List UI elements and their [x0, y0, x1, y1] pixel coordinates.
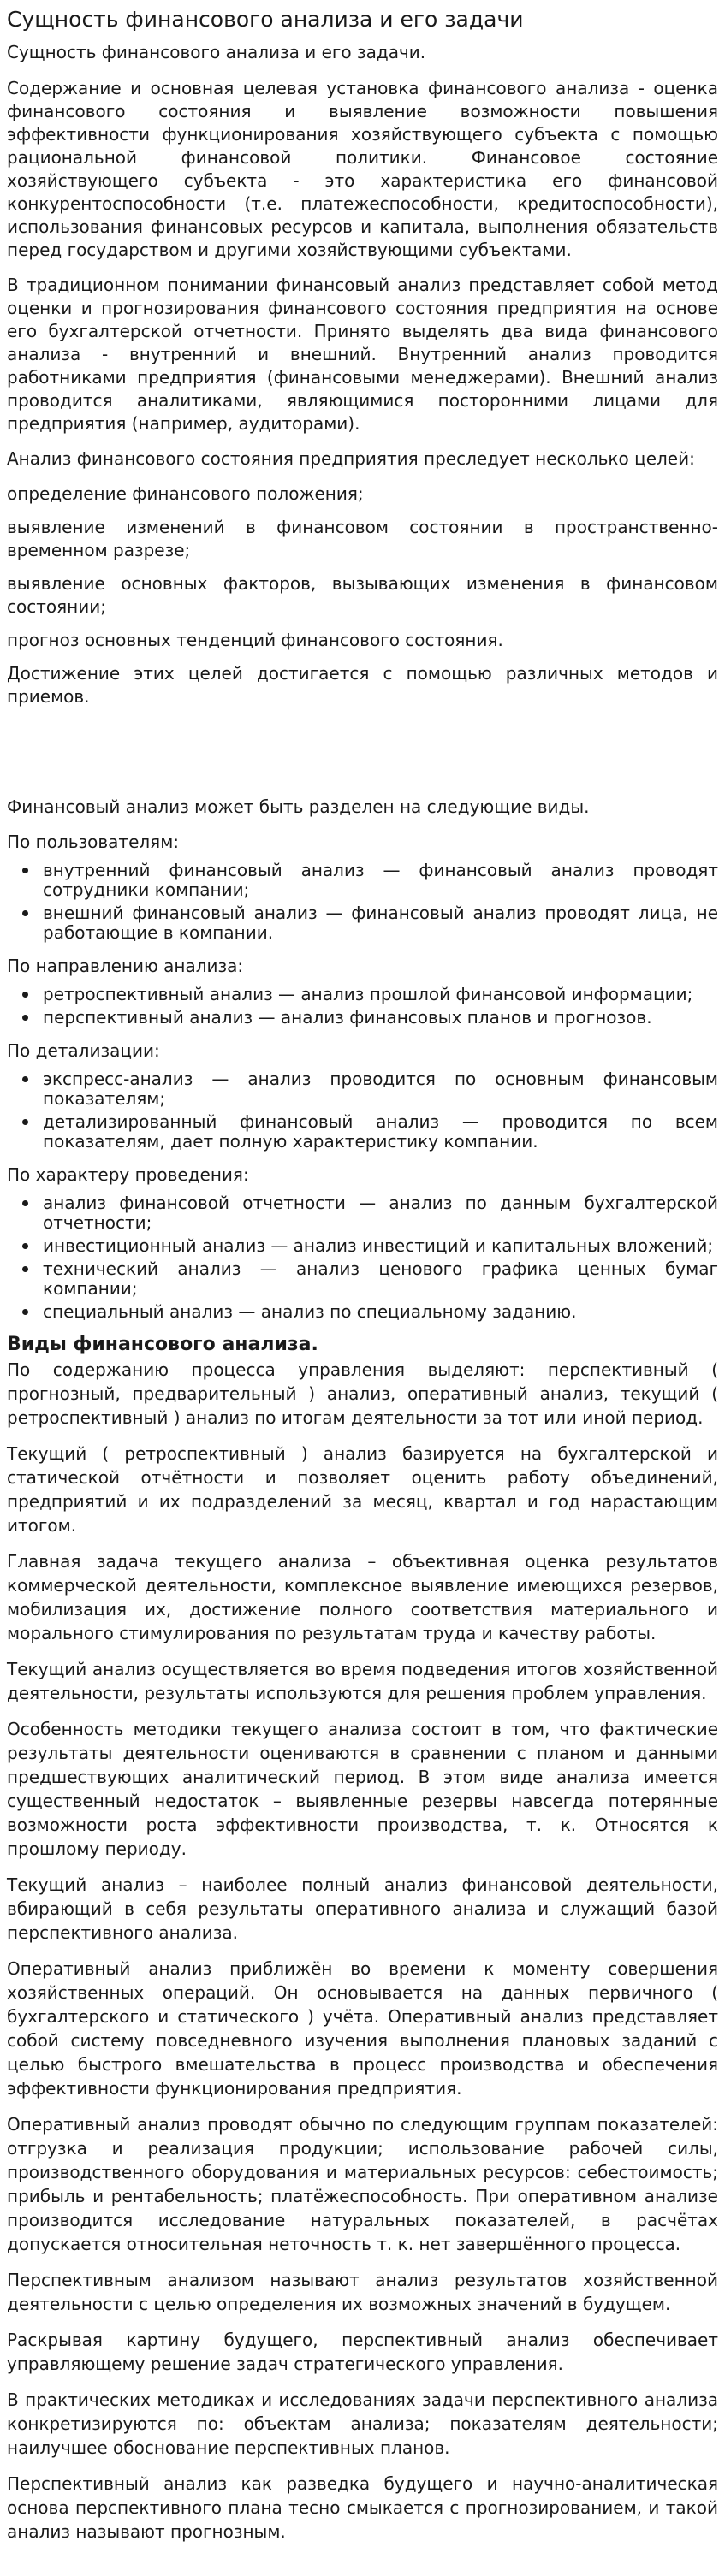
- section-heading: Виды финансового анализа.: [7, 1334, 318, 1355]
- goals-conclusion: Достижение этих целей достигается с помощью различных методов и приемов.: [7, 663, 718, 707]
- detail-paragraph: Текущий анализ – наиболее полный анализ финансовой деятельности, вбирающий в себя результаты оперативного анализа и служащий базой перспективного анализа.: [7, 1874, 718, 1943]
- list-item: технический анализ — анализ ценового графика ценных бумаг компании;: [43, 1258, 718, 1299]
- detail-paragraph: Текущий анализ осуществляется во время подведения итогов хозяйственной деятельности, результаты используются для решения проблем управления.: [7, 1659, 718, 1703]
- type-list-detail: [7, 1069, 718, 1152]
- detail-paragraph: Особенность методики текущего анализа состоит в том, что фактические результаты деятельности оцениваются в сравнении с планом и данными предшествующих аналитический период. В этом виде анализа имеется существенный недостаток – выявленные резервы навсегда потерянные возможности роста эффективности производства, т. к. Относятся к прошлому периоду.: [7, 1719, 718, 1859]
- detail-paragraph: Перспективный анализ как разведка будущего и научно-аналитическая основа перспективного плана тесно смыкается с прогнозированием, и такой анализ называют прогнозным.: [7, 2473, 718, 2542]
- detail-paragraph: Главная задача текущего анализа – объективная оценка результатов коммерческой деятельности, комплексное выявление имеющихся резервов, мобилизация их, достижение полного соответствия материального и морального стимулирования по результатам труда и качеству работы.: [7, 1551, 718, 1643]
- goal-item: определение финансового положения;: [7, 483, 364, 504]
- list-item: инвестиционный анализ — анализ инвестиций и капитальных вложений;: [43, 1236, 718, 1256]
- detail-paragraph: По содержанию процесса управления выделяют: перспективный ( прогнозный, предварительный ) анализ, оперативный анализ, текущий ( ретроспективный ) анализ по итогам деятельности за тот или иной период.: [7, 1359, 718, 1428]
- list-item: экспресс-анализ — анализ проводится по основным финансовым показателям;: [43, 1069, 718, 1109]
- group-label-character: По характеру проведения:: [7, 1164, 249, 1185]
- intro-paragraph: Содержание и основная целевая установка финансового анализа - оценка финансового состояния и выявление возможности повышения эффективности функционирования хозяйствующего субъекта с помощью рациональной финансовой политики. Финансовое состояние хозяйствующего субъекта - это характеристика его финансовой конкурентоспособности (т.е. платежеспособности, кредитоспособности), использования финансовых ресурсов и капитала, выполнения обязательств перед государством и другими хозяйствующими субъектами.: [7, 78, 718, 260]
- types-section: [7, 796, 718, 1322]
- type-list-users: [7, 861, 718, 943]
- detail-paragraph: Текущий ( ретроспективный ) анализ базируется на бухгалтерской и статической отчётности и позволяет оценить работу объединений, предприятий и их подразделений за месяц, квартал и год нарастающим итогом.: [7, 1443, 718, 1536]
- detail-paragraph: Перспективным анализом называют анализ результатов хозяйственной деятельности с целью определения их возможных значений в будущем.: [7, 2270, 718, 2314]
- list-item: специальный анализ — анализ по специальному заданию.: [43, 1302, 718, 1322]
- list-item: детализированный финансовый анализ — проводится по всем показателям, дает полную характеристику компании.: [43, 1111, 718, 1152]
- intro-section: [7, 77, 718, 708]
- goal-item: выявление основных факторов, вызывающих изменения в финансовом состоянии;: [7, 573, 718, 617]
- detail-paragraph: Раскрывая картину будущего, перспективный анализ обеспечивает управляющему решение задач стратегического управления.: [7, 2330, 718, 2374]
- list-item: перспективный анализ — анализ финансовых планов и прогнозов.: [43, 1008, 718, 1027]
- group-label-detail: По детализации:: [7, 1040, 160, 1061]
- subtitle: Сущность финансового анализа и его задачи.: [7, 42, 426, 62]
- types-intro: Финансовый анализ может быть разделен на следующие виды.: [7, 796, 590, 817]
- type-list-direction: [7, 985, 718, 1027]
- group-label-users: По пользователям:: [7, 832, 180, 852]
- detail-paragraph: Оперативный анализ приближён во времени к моменту совершения хозяйственных операций. Он основывается на данных первичного ( бухгалтерского и статического ) учёта. Оперативный анализ представляет собой систему повседневного изучения выполнения плановых заданий с целью быстрого вмешательства в процесс производства и обеспечения эффективности функционирования предприятия.: [7, 1958, 718, 2099]
- spacer: [7, 724, 718, 796]
- goal-item: прогноз основных тенденций финансового состояния.: [7, 630, 503, 650]
- list-item: внешний финансовый анализ — финансовый анализ проводят лица, не работающие в компании.: [43, 903, 718, 943]
- detail-paragraph: Оперативный анализ проводят обычно по следующим группам показателей: отгрузка и реализация продукции; использование рабочей силы, производственного оборудования и материальных ресурсов: себестоимость; прибыль и рентабельность; платёжеспособность. При оперативном анализе производится исследование натуральных показателей, в расчётах допускается относительная неточность т. к. нет завершённого процесса.: [7, 2114, 718, 2254]
- detail-paragraph: В практических методиках и исследованиях задачи перспективного анализа конкретизируются по: объектам анализа; показателям деятельности; наилучшее обоснование перспективных планов.: [7, 2389, 718, 2458]
- type-list-character: [7, 1193, 718, 1322]
- page-title: Сущность финансового анализа и его задачи: [7, 7, 524, 32]
- detail-section: [7, 1358, 718, 2543]
- list-item: анализ финансовой отчетности — анализ по данным бухгалтерской отчетности;: [43, 1193, 718, 1233]
- group-label-direction: По направлению анализа:: [7, 956, 244, 976]
- list-item: внутренний финансовый анализ — финансовый анализ проводят сотрудники компании;: [43, 860, 718, 900]
- goal-item: выявление изменений в финансовом состоянии в пространственно-временном разрезе;: [7, 517, 718, 560]
- list-item: ретроспективный анализ — анализ прошлой финансовой информации;: [43, 985, 718, 1004]
- intro-paragraph: Анализ финансового состояния предприятия преследует несколько целей:: [7, 448, 695, 469]
- intro-paragraph: В традиционном понимании финансовый анализ представляет собой метод оценки и прогнозирования финансового состояния предприятия на основе его бухгалтерской отчетности. Принято выделять два вида финансового анализа - внутренний и внешний. Внутренний анализ проводится работниками предприятия (финансовыми менеджерами). Внешний анализ проводится аналитиками, являющимися посторонними лицами для предприятия (например, аудиторами).: [7, 275, 718, 434]
